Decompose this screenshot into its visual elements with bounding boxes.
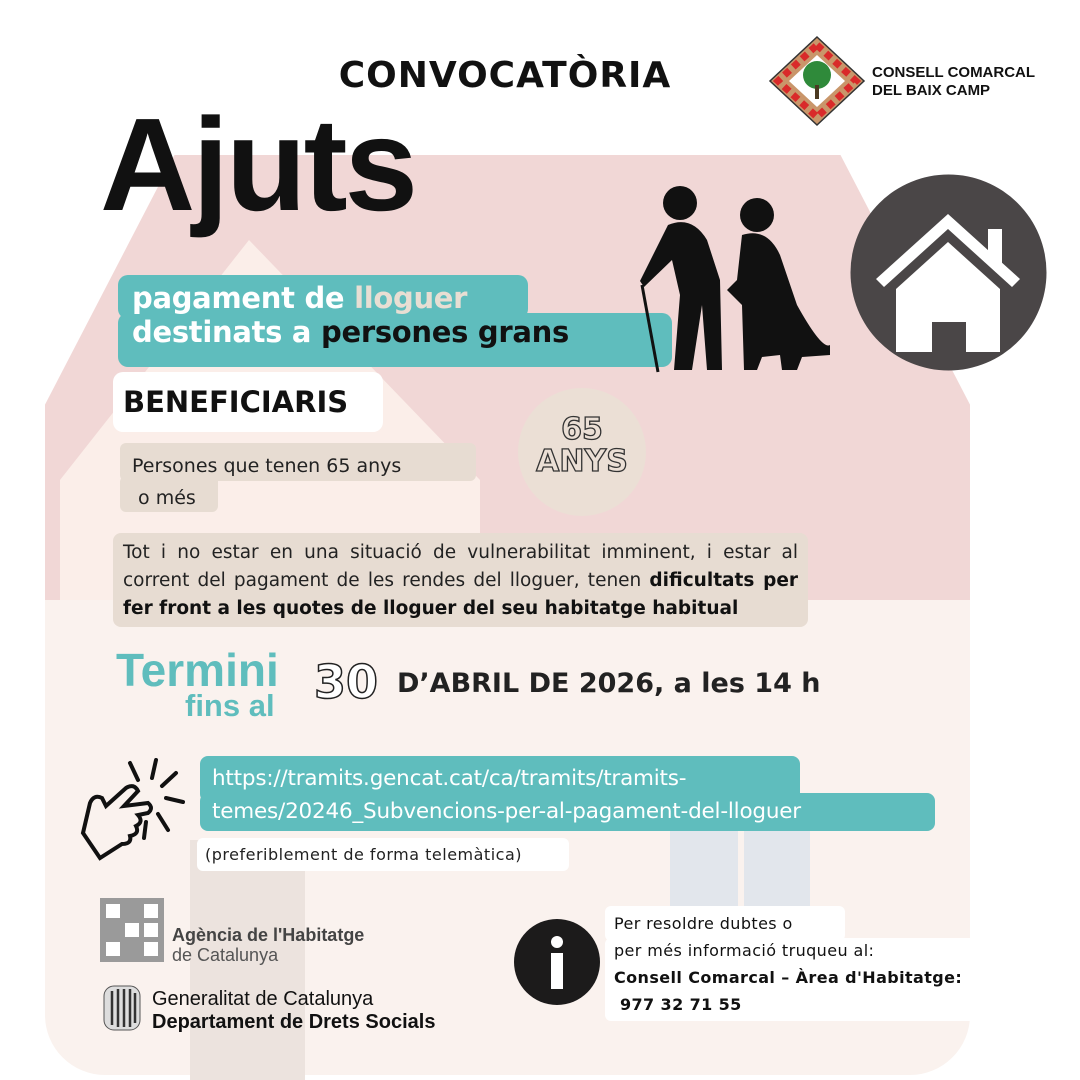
deadline-sublabel: fins al [185,688,275,723]
contact-info [614,910,962,1018]
agencia-name: Agència de l'Habitatge [172,925,365,945]
contact-line: Per resoldre dubtes o [614,914,793,933]
generalitat-name: Generalitat de Catalunya [152,988,374,1010]
contact-org: Consell Comarcal – Àrea d'Habitatge: [614,968,963,987]
link-line[interactable]: temes/20246_Subvencions-per-al-pagament-del-lloguer [212,799,801,824]
subtitle-highlight: lloguer [354,281,468,315]
hero-title: Ajuts [100,91,415,238]
consell-comarcal-logo [768,35,866,127]
generalitat-logo-text [152,988,435,1034]
deadline-label: Termini [116,644,279,696]
contact-line: per més informació truqueu al: [614,941,875,960]
badge-unit: ANYS [536,444,628,479]
hero-subtitle [132,281,569,349]
deadline-date: D’ABRIL DE 2026, a les 14 h [397,668,821,699]
application-link[interactable] [212,762,801,828]
condition-paragraph [113,533,808,627]
contact-phone[interactable]: 977 32 71 55 [614,995,742,1014]
condition-text: Tot i no estar en una situació de vulnerabilitat imminent, i estar al corrent del pagament de les rendes del lloguer, tenen [123,542,798,591]
logo-text-line: DEL BAIX CAMP [872,82,991,99]
age-badge [518,388,646,516]
agencia-region: de Catalunya [172,945,279,965]
consell-comarcal-logo-text [872,64,1035,100]
agencia-habitatge-logo-text [172,925,364,965]
beneficiary-line: o més [132,487,196,509]
badge-number: 65 [561,412,603,447]
elderly-couple-icon [632,185,832,375]
agencia-habitatge-logo-icon [100,898,164,962]
subtitle-text: pagament de [132,281,355,315]
beneficiaris-heading: BENEFICIARIS [113,372,383,432]
beneficiary-text [132,450,401,514]
link-line[interactable]: https://tramits.gencat.cat/ca/tramits/tramits- [212,766,687,791]
condition-bold-text: dificultats per fer front a les quotes de lloguer del seu habitatge habitual [123,570,798,619]
house-icon [850,174,1047,371]
subtitle-text: destinats a [132,315,321,349]
department-name: Departament de Drets Socials [152,1011,436,1033]
link-note: (preferiblement de forma telemàtica) [197,838,569,871]
pointing-hand-icon [78,758,193,863]
info-icon [514,919,600,1005]
page-title: CONVOCATÒRIA [338,55,672,96]
generalitat-logo-icon [103,985,141,1031]
beneficiary-line: Persones que tenen 65 anys [132,455,402,477]
subtitle-highlight: persones grans [321,315,569,349]
deadline-day: 30 [314,655,379,709]
logo-text-line: CONSELL COMARCAL [872,64,1036,81]
